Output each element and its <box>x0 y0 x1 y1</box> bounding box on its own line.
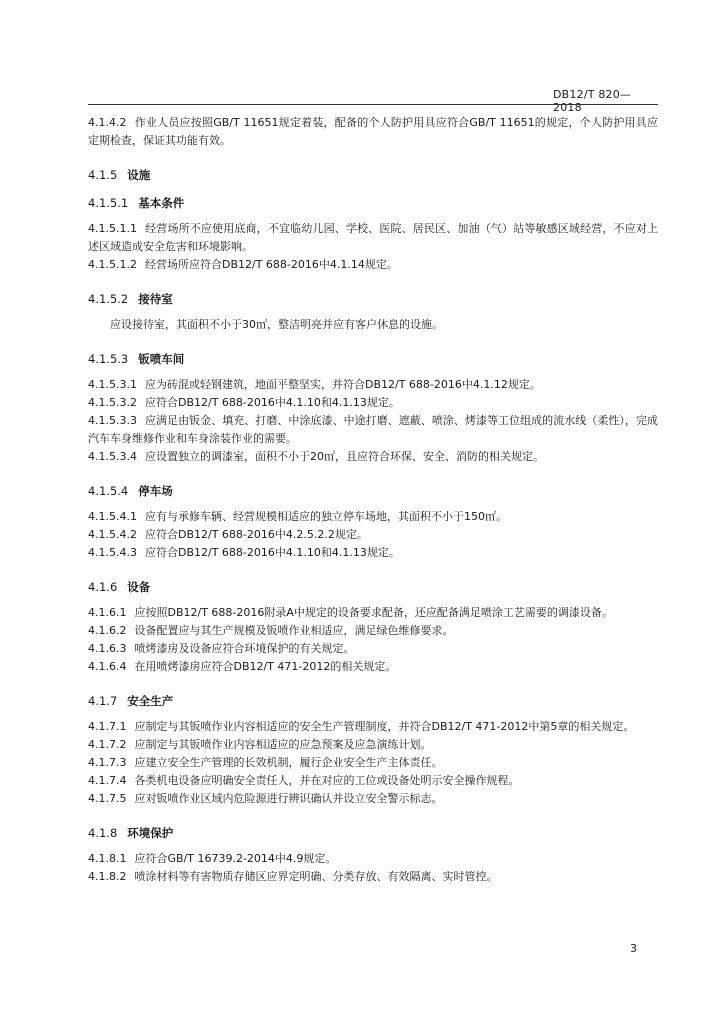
clause-paragraph <box>88 316 658 334</box>
clause-text: 应符合DB12/T 688-2016中4.2.5.2.2规定。 <box>144 528 368 541</box>
clause-text: 作业人员应按照GB/T 11651规定着装，配备的个人防护用具应符合GB/T 11651的规定，个人防护用具应定期检查，保证其功能有效。 <box>88 116 658 147</box>
page-number: 3 <box>630 942 637 955</box>
clause-number: 4.1.8 <box>88 826 118 840</box>
spacer <box>88 676 658 682</box>
document-code: DB12/T 820—2018 <box>553 88 632 114</box>
clause-text: 应为砖混或轻钢建筑，地面平整坚实，并符合DB12/T 688-2016中4.1.12规定。 <box>144 378 541 391</box>
clause-number: 4.1.5.1.1 <box>88 222 137 235</box>
clause-paragraph <box>88 508 658 526</box>
clause-paragraph <box>88 718 658 736</box>
clause-number: 4.1.5.4 <box>88 484 129 498</box>
clause-paragraph <box>88 376 658 394</box>
clause-paragraph <box>88 850 658 868</box>
clause-paragraph <box>88 868 658 886</box>
clause-text: 经营场所应符合DB12/T 688-2016中4.1.14规定。 <box>144 258 398 271</box>
clause-text: 应符合GB/T 16739.2-2014中4.9规定。 <box>134 852 337 865</box>
clause-number: 4.1.6.1 <box>88 606 127 619</box>
clause-number: 4.1.5.3.2 <box>88 396 137 409</box>
clause-paragraph <box>88 772 658 790</box>
clause-paragraph <box>88 790 658 808</box>
clause-text: 应符合DB12/T 688-2016中4.1.10和4.1.13规定。 <box>144 396 400 409</box>
clause-number: 4.1.5.1.2 <box>88 258 137 271</box>
clause-paragraph <box>88 604 658 622</box>
clause-number: 4.1.5.1 <box>88 196 129 210</box>
clause-text: 设备 <box>127 580 151 594</box>
clause-number: 4.1.5.4.2 <box>88 528 137 541</box>
section-heading <box>88 692 658 710</box>
clause-text: 停车场 <box>138 484 173 498</box>
clause-paragraph <box>88 394 658 412</box>
clause-number: 4.1.7.3 <box>88 756 127 769</box>
clause-text: 设备配置应与其生产规模及钣喷作业相适应，满足绿色维修要求。 <box>134 624 454 637</box>
section-heading <box>88 166 658 184</box>
clause-paragraph <box>88 736 658 754</box>
spacer <box>88 466 658 472</box>
document-body <box>88 114 658 886</box>
clause-number: 4.1.5.4.1 <box>88 510 137 523</box>
clause-text: 环境保护 <box>127 826 174 840</box>
clause-text: 喷烤漆房及设备应符合环境保护的有关规定。 <box>134 642 355 655</box>
clause-text: 应按照DB12/T 688-2016附录A中规定的设备要求配备，还应配备满足喷涂工艺需要的调漆设备。 <box>134 606 613 619</box>
spacer <box>88 274 658 280</box>
clause-text: 应对钣喷作业区域内危险源进行辨识确认并设立安全警示标志。 <box>134 792 443 805</box>
section-heading <box>88 482 658 500</box>
spacer <box>88 808 658 814</box>
section-heading <box>88 824 658 842</box>
clause-number: 4.1.6.4 <box>88 660 127 673</box>
clause-number: 4.1.5.3.4 <box>88 450 137 463</box>
clause-text: 在用喷烤漆房应符合DB12/T 471-2012的相关规定。 <box>134 660 397 673</box>
clause-number: 4.1.8.2 <box>88 870 127 883</box>
clause-text: 应建立安全生产管理的长效机制，履行企业安全生产主体责任。 <box>134 756 443 769</box>
clause-number: 4.1.5.3.3 <box>88 414 137 427</box>
clause-text: 钣喷车间 <box>138 352 185 366</box>
section-heading <box>88 194 658 212</box>
section-heading <box>88 290 658 308</box>
clause-text: 应设接待室，其面积不小于30㎡，整洁明亮并应有客户休息的设施。 <box>110 318 443 331</box>
clause-number: 4.1.4.2 <box>88 116 127 129</box>
clause-text: 各类机电设备应明确安全责任人，并在对应的工位或设备处明示安全操作规程。 <box>134 774 520 787</box>
clause-text: 设施 <box>127 168 151 182</box>
clause-text: 喷涂材料等有害物质存储区应界定明确、分类存放、有效隔离、实时管控。 <box>134 870 498 883</box>
spacer <box>88 562 658 568</box>
clause-text: 应设置独立的调漆室，面积不小于20㎡，且应符合环保、安全、消防的相关规定。 <box>144 450 544 463</box>
section-heading <box>88 578 658 596</box>
clause-number: 4.1.7.4 <box>88 774 127 787</box>
clause-paragraph <box>88 526 658 544</box>
clause-number: 4.1.8.1 <box>88 852 127 865</box>
clause-number: 4.1.7.2 <box>88 738 127 751</box>
clause-number: 4.1.5.3.1 <box>88 378 137 391</box>
clause-number: 4.1.6.3 <box>88 642 127 655</box>
clause-text: 经营场所不应使用底商，不宜临幼儿园、学校、医院、居民区、加油（气）站等敏感区域经营，不应对上述区域造成安全危害和环境影响。 <box>88 222 658 253</box>
clause-number: 4.1.5 <box>88 168 118 182</box>
spacer <box>88 334 658 340</box>
clause-paragraph <box>88 754 658 772</box>
clause-number: 4.1.7.1 <box>88 720 127 733</box>
clause-text: 应有与承修车辆、经营规模相适应的独立停车场地，其面积不小于150㎡。 <box>144 510 507 523</box>
clause-number: 4.1.7 <box>88 694 118 708</box>
clause-text: 应满足由钣金、填充、打磨、中涂底漆、中途打磨、遮蔽、喷涂、烤漆等工位组成的流水线（柔性），完成汽车车身维修作业和车身涂装作业的需要。 <box>88 414 658 445</box>
clause-text: 应符合DB12/T 688-2016中4.1.10和4.1.13规定。 <box>144 546 400 559</box>
clause-text: 基本条件 <box>138 196 185 210</box>
clause-paragraph <box>88 448 658 466</box>
clause-paragraph <box>88 114 658 150</box>
clause-text: 安全生产 <box>127 694 174 708</box>
clause-text: 接待室 <box>138 292 173 306</box>
clause-paragraph <box>88 256 658 274</box>
clause-number: 4.1.6.2 <box>88 624 127 637</box>
clause-paragraph <box>88 658 658 676</box>
clause-number: 4.1.6 <box>88 580 118 594</box>
clause-text: 应制定与其钣喷作业内容相适应的应急预案及应急演练计划。 <box>134 738 432 751</box>
clause-paragraph <box>88 412 658 448</box>
clause-number: 4.1.5.4.3 <box>88 546 137 559</box>
clause-paragraph <box>88 544 658 562</box>
clause-number: 4.1.5.2 <box>88 292 129 306</box>
header-rule <box>88 104 658 105</box>
clause-paragraph <box>88 640 658 658</box>
spacer <box>88 150 658 156</box>
clause-number: 4.1.5.3 <box>88 352 129 366</box>
clause-paragraph <box>88 220 658 256</box>
clause-text: 应制定与其钣喷作业内容相适应的安全生产管理制度，并符合DB12/T 471-2012中第5章的相关规定。 <box>134 720 635 733</box>
clause-paragraph <box>88 622 658 640</box>
clause-number: 4.1.7.5 <box>88 792 127 805</box>
section-heading <box>88 350 658 368</box>
